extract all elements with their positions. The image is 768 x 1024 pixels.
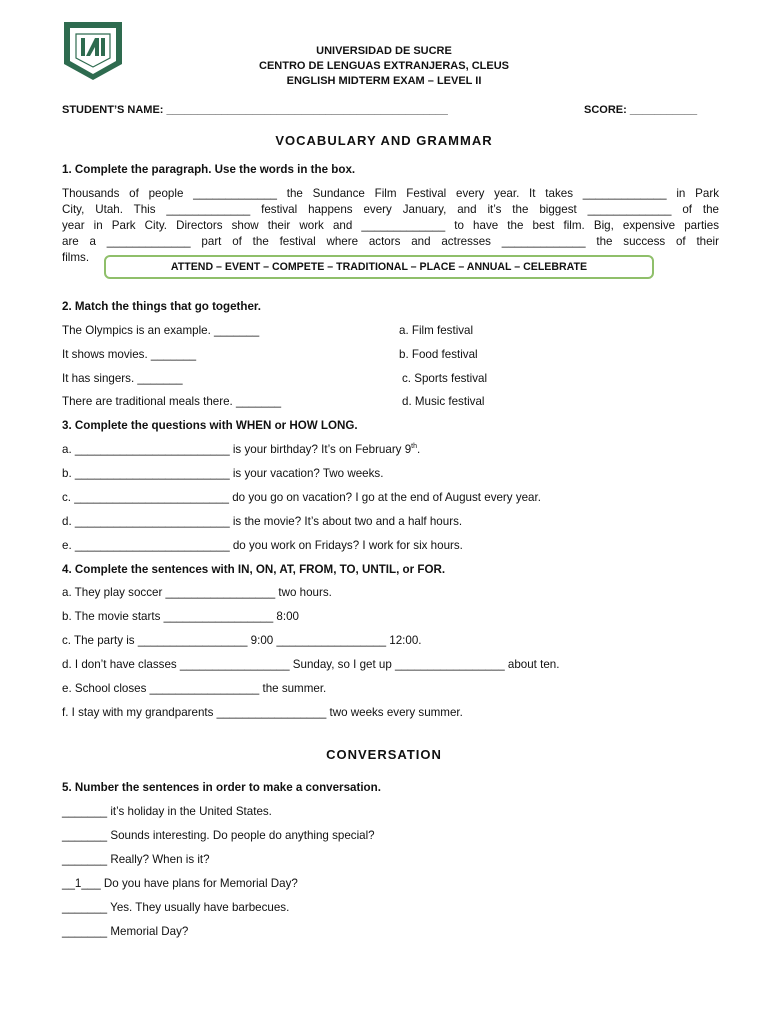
q2-instruction: 2. Match the things that go together. (62, 300, 262, 313)
q4-item[interactable]: f. I stay with my grandparents _________________ two weeks every summer. (62, 706, 463, 719)
student-name-field[interactable]: STUDENT’S NAME: ______________________________________________ (62, 104, 448, 116)
q5-item[interactable]: _______ Yes. They usually have barbecues. (62, 901, 290, 914)
q4-item[interactable]: a. They play soccer _________________ two hours. (62, 586, 332, 599)
q1-paragraph-line[interactable]: Thousands of people _____________ the Sundance Film Festival every year. It takes _____________ in Park (62, 187, 719, 200)
q5-item[interactable]: _______ Memorial Day? (62, 925, 189, 938)
q1-paragraph (62, 186, 719, 266)
q2-right-option: b. Food festival (399, 348, 478, 361)
q3-item[interactable]: d. ________________________ is the movie? It’s about two and a half hours. (62, 515, 463, 528)
q3-item[interactable]: b. ________________________ is your vacation? Two weeks. (62, 467, 384, 480)
q2-right-option: c. Sports festival (402, 372, 488, 385)
q2-right-option: d. Music festival (402, 395, 485, 408)
q5-item[interactable]: _______ Really? When is it? (62, 853, 210, 866)
section-title-conversation: CONVERSATION (326, 747, 442, 762)
q1-paragraph-line[interactable]: year in Park City. Directors show their work and _____________ to have the best film. Big, expensive parties (62, 219, 719, 232)
q1-paragraph-line[interactable]: City, Utah. This _____________ festival happens every January, and it’s the biggest _____________ of the (62, 203, 719, 216)
q4-item[interactable]: b. The movie starts _________________ 8:00 (62, 610, 299, 623)
q4-item[interactable]: e. School closes _________________ the summer. (62, 682, 327, 695)
q4-instruction: 4. Complete the sentences with IN, ON, AT, FROM, TO, UNTIL, or FOR. (62, 563, 446, 576)
score-field[interactable]: SCORE: ___________ (584, 104, 698, 116)
q5-item[interactable]: _______ it’s holiday in the United States. (62, 805, 272, 818)
word-box: ATTEND – EVENT – COMPETE – TRADITIONAL – PLACE – ANNUAL – CELEBRATE (104, 255, 654, 279)
q2-left-item[interactable]: It has singers. _______ (62, 372, 183, 385)
q1-instruction: 1. Complete the paragraph. Use the words in the box. (62, 163, 356, 176)
q3-item[interactable]: e. ________________________ do you work on Fridays? I work for six hours. (62, 539, 463, 552)
student-info-row (62, 104, 707, 116)
q5-item[interactable]: __1___ Do you have plans for Memorial Day? (62, 877, 298, 890)
q2-right-option: a. Film festival (399, 324, 474, 337)
q4-item[interactable]: d. I don’t have classes _________________ Sunday, so I get up _________________ about ten. (62, 658, 560, 671)
university-name: UNIVERSIDAD DE SUCRE (316, 45, 452, 57)
q3-item[interactable]: a. ________________________ is your birthday? It’s on February 9th. (62, 443, 421, 456)
exam-header (0, 44, 768, 89)
q1-paragraph-line: films. (62, 251, 90, 264)
q2-left-item[interactable]: There are traditional meals there. _______ (62, 395, 282, 408)
q3-instruction: 3. Complete the questions with WHEN or HOW LONG. (62, 419, 358, 432)
q2-left-item[interactable]: It shows movies. _______ (62, 348, 197, 361)
section-title-vocabulary: VOCABULARY AND GRAMMAR (275, 133, 493, 148)
q4-item[interactable]: c. The party is _________________ 9:00 _________________ 12:00. (62, 634, 422, 647)
q3-item[interactable]: c. ________________________ do you go on vacation? I go at the end of August every year. (62, 491, 541, 504)
q5-instruction: 5. Number the sentences in order to make a conversation. (62, 781, 381, 794)
q2-left-item[interactable]: The Olympics is an example. _______ (62, 324, 260, 337)
exam-title: ENGLISH MIDTERM EXAM – LEVEL II (286, 75, 482, 87)
language-center-name: CENTRO DE LENGUAS EXTRANJERAS, CLEUS (259, 60, 509, 72)
q1-paragraph-line[interactable]: are a _____________ part of the festival where actors and actresses _____________ the success of their (62, 235, 719, 248)
q5-item[interactable]: _______ Sounds interesting. Do people do anything special? (62, 829, 375, 842)
